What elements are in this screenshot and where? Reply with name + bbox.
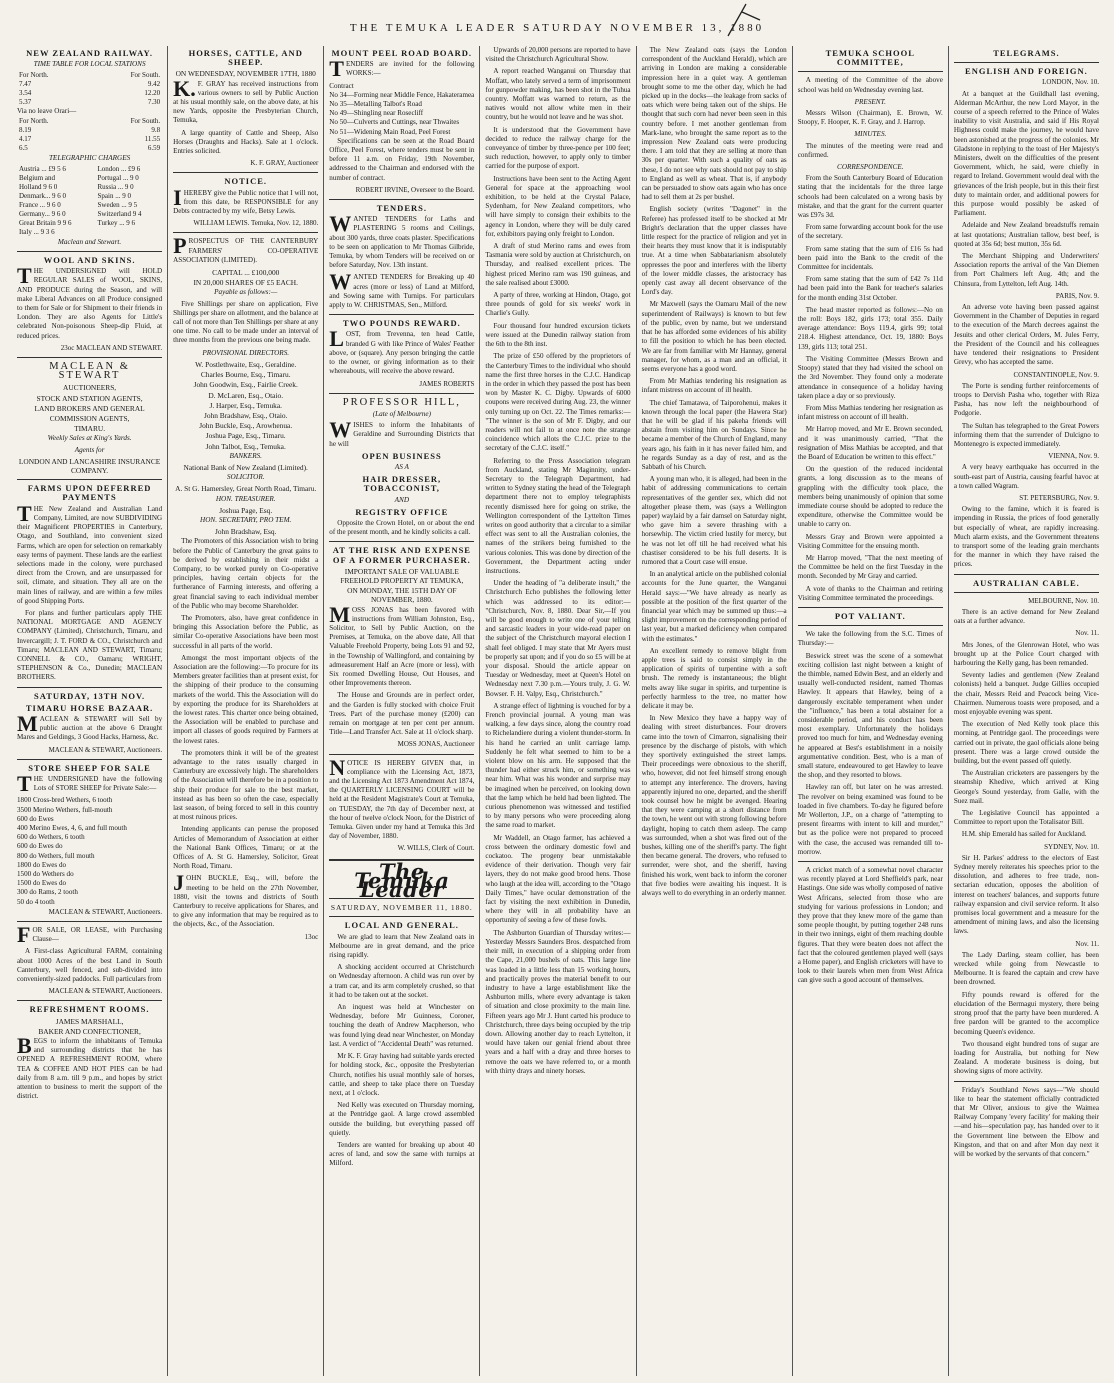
- railway-subtitle: TIME TABLE FOR LOCAL STATIONS: [33, 60, 146, 69]
- school-paragraph: From Miss Mathias tendering her resignation as infant mistress on account of ill health.: [797, 403, 943, 422]
- telegraph-cell: Denmark... 9 6 0: [19, 191, 67, 200]
- telegram-paragraph: Two thousand eight hundred tons of sugar are loading for Australia, but nothing for New Zealand. A moderate business is doing, but showing signs of more activity.: [953, 1039, 1099, 1076]
- bankers: National Bank of New Zealand (Limited).: [183, 462, 308, 472]
- notice-body: IHEREBY give the Public notice that I will not, from this date, be RESPONSIBLE for any Debts contracted by my wife, Betsy Lewis.: [173, 184, 319, 216]
- dateline: Nov. 11.: [1075, 629, 1099, 638]
- railway-table-2: [17, 117, 162, 153]
- road-body: TENDERS are invited for the following WORKS:—: [329, 56, 475, 82]
- director-item: W. Postlethwaite, Esq., Geraldine.: [195, 359, 297, 369]
- local-paragraph: Ned Kelly was executed on Thursday morning, at the Pentridge gaol. A large crowd assembled outside the building, but everything passed off quietly.: [329, 1101, 475, 1137]
- news-paragraph: A report reached Wanganui on Thursday that Moffatt, who lately served a term of imprisonment for gunpowder making, has been shot in the Tuhua country. Moffatt was warned to return, as the natives would not allow white men in their country, but he would not leave and he was shot.: [485, 67, 631, 122]
- telegraph-cell: Sweden ... 9 5: [97, 200, 138, 209]
- australian-cable-title: AUSTRALIAN CABLE.: [973, 577, 1080, 588]
- reward-body: LOST, from Trevenna, ten head Cattle, branded G with like Prince of Wales' Feather above, or (square). Any person bringing the cattle to the owner, or giving information as to their whereabouts, will receive the above reward.: [329, 326, 475, 376]
- railway-cell: 6.5: [19, 143, 28, 152]
- ms-line: Agents for: [74, 445, 105, 454]
- divider: [17, 479, 162, 480]
- risk-subtitle: IMPORTANT SALE OF VALUABLE FREEHOLD PROPERTY AT TEMUKA,: [340, 566, 464, 585]
- reward-title: TWO POUNDS REWARD.: [342, 318, 461, 329]
- news-paragraph: An excellent remedy to remove blight from apple trees is said to consist simply in the application of spirits of turpentine with a soft brush. The remedy is instantaneous; the blight melts away like sugar in spirits, and turpentine is perfectly harmless to the tree, no matter how delicate it may be.: [641, 646, 787, 711]
- railway-title: NEW ZEALAND RAILWAY.: [26, 48, 153, 58]
- minutes-text: The minutes of the meeting were read and confirmed.: [797, 141, 943, 159]
- school-paragraph: A meeting of the Committee of the above school was held on Wednesday evening last.: [797, 76, 943, 94]
- telegram-paragraph: An adverse vote having been passed against Government in the Chamber of Deputies in regard to the execution of the March decrees against the Jesuits and other clerical Orders, M. Jules Ferry, the President of the Council and his colleagues have tendered their resignations to President Grevy, who has accepted the same.: [953, 303, 1099, 367]
- horses-body-2: A large quantity of Cattle and Sheep, Also Horses (Draughts and Hacks). Sale at 1 o'clock. Entries solicited.: [173, 128, 319, 156]
- school-paragraph: From same forwarding account book for the use of the secretary.: [797, 223, 943, 241]
- pen-mark-icon: [724, 2, 764, 42]
- railway-cell: 9.42: [147, 80, 161, 89]
- ms-line: AUCTIONEERS,: [62, 383, 117, 393]
- news-paragraph: Mr Maxwell (says the Oamaru Mail of the new superintendent of Railways) is known to but few of the public, even by name, but we understand that he has afforded some evidences of his ability to fill the position to which he has been elected. We are far from familiar with Mr Hannay, general manager, for whom, as a man and an official, it seems everyone has a good word.: [641, 300, 787, 373]
- professor-line: AS A: [394, 462, 409, 471]
- telegrams-title: TELEGRAMS.: [993, 48, 1060, 58]
- telegraph-cell: Spain ... 9 0: [97, 191, 131, 200]
- road-item: No 35—Metalling Talbot's Road: [329, 100, 422, 109]
- tenders-body: WANTED TENDERS for Laths and PLASTERING 5 rooms and Ceilings, about 300 yards, three coats plaster. Specifications to be seen on application to Mr Thomas Gilbride, Temuka, by whom Tenders will be received on or before Saturday, Nov. 13th instant.: [329, 211, 475, 270]
- treasurer-title: HON. TREASURER.: [215, 494, 276, 503]
- school-paragraph: On the question of the reduced incidental grants, a long discussion as to the means of grappling with the difficulty took place, the members being unanimously of opinion that some immediate course should be adopted to reduce the expenditure, otherwise the Committee would be unable to carry on.: [797, 465, 943, 529]
- local-paragraph: An inquest was held at Winchester on Wednesday, before Mr Guinness, Coroner, touching the death of Andrew Macpherson, who was found lying dead near Winchester, on Monday last. A verdict of "Accidental Death" was returned.: [329, 1003, 475, 1048]
- prospectus-shares: IN 20,000 SHARES OF £5 EACH.: [193, 278, 298, 288]
- railway-cell: 4.17: [19, 134, 32, 143]
- school-paragraph: From same stating that the sum of £42 7s 11d had been paid into the Bank for teacher's salaries for the month ending 31st October.: [797, 275, 943, 302]
- bazaar-title: SATURDAY, 13TH NOV.: [34, 690, 146, 701]
- local-paragraph: We are glad to learn that New Zealand oats in Melbourne are in great demand, and the price rising rapidly.: [329, 932, 475, 960]
- railway-cell: 5.37: [19, 98, 32, 107]
- divider: [17, 921, 162, 922]
- divider: [329, 754, 474, 755]
- sheep-row: 600 do Ewes do: [17, 842, 63, 851]
- telegram-paragraph: Seventy ladies and gentlemen (New Zealand colonists) held a banquet. Judge Gillies occupied the chair, Messrs Reid and Peacock being Vice-Chairmen. Numerous toasts were proposed, and a most enjoyable evening was spent.: [953, 671, 1099, 716]
- news-paragraph: Mr Waddell, an Otago farmer, has achieved a cross between the ordinary domestic fowl and cockatoo. The progeny bear unmistakable evidence of their derivation. Though very fair layers, they do not make good brood hens. Those who laugh at the idea will, according to the "Otago Daily Times," have ocular demonstration of the fact by visiting the next exhibition in Dunedin, where they will in all probability have an opportunity of seeing a few of these fowls.: [485, 833, 631, 925]
- refresh-trade: BAKER AND CONFECTIONER,: [38, 1026, 141, 1036]
- divider: [954, 592, 1099, 593]
- telegram-paragraph: The Porte is sending further reinforcements of troops to Dervish Pasha who, together with Riza Pasha, has now left the neighbourhood of Podgorie.: [953, 381, 1099, 418]
- dateline: ST. PETERSBURG, Nov. 9.: [1019, 493, 1099, 502]
- refresh-body: BEGS to inform the inhabitants of Temuka and surrounding districts that he has OPENED A REFRESHMENT ROOM, where TEA & COFFEE AND HOT PIES can be had daily from 8 a.m. till 9 p.m., and hopes by strict attention to business to merit the support of the district.: [17, 1033, 163, 1101]
- ms-title: MACLEAN & STEWART: [49, 361, 130, 382]
- news-paragraph: A draft of stud Merino rams and ewes from Tasmania were sold by auction at Christchurch, on Thursday, and realised excellent prices. The highest priced Merino ram was 190 guineas, and the sale realised about £3000.: [485, 242, 631, 287]
- risk-signature: MOSS JONAS, Auctioneer: [397, 740, 475, 749]
- dateline: LONDON, Nov. 10.: [1042, 78, 1099, 87]
- road-item: No 49—Shingling near Rosecliff: [329, 109, 424, 118]
- telegraph-cell: Holland 9 6 0: [19, 182, 58, 191]
- director-item: D. McLaren, Esq., Otaio.: [208, 390, 284, 400]
- sheep-row: 1500 do Wethers do: [17, 870, 74, 878]
- masthead: [0, 0, 1114, 44]
- school-title: TEMUKA SCHOOL COMMITTEE,: [825, 48, 915, 68]
- telegram-paragraph: Fifty pounds reward is offered for the elucidation of the Bermagui mystery, there being strong proof that the party have been murdered. A free pardon will be granted to the accomplice becoming Queen's evidence.: [953, 990, 1099, 1036]
- director-item: John Goodwin, Esq., Fairlie Creek.: [193, 380, 298, 390]
- divider: [17, 357, 162, 358]
- dateline: PARIS, Nov. 9.: [1055, 291, 1099, 300]
- telegraph-cell: Germany... 9 6 0: [19, 209, 66, 218]
- horses-body: K.F. GRAY has received instructions from various owners to sell by Public Auction at his usual monthly sale, on the above date, at his new Yards, opposite the Presbyterian Church, Temuka,: [173, 75, 319, 125]
- telegram-paragraph: The Legislative Council has appointed a Committee to report upon the Totalisator Bill.: [953, 809, 1099, 827]
- railway-cell: 8.19: [19, 125, 32, 134]
- ms-line: Weekly Sales at King's Yards.: [47, 434, 132, 443]
- column-2: [168, 46, 324, 1376]
- horses-title: HORSES, CATTLE, AND SHEEP.: [188, 48, 303, 68]
- railway-head: For North.: [19, 71, 49, 80]
- horses-date: ON WEDNESDAY, NOVEMBER 17TH, 1880: [175, 69, 316, 79]
- horses-signature: K. F. GRAY, Auctioneer: [250, 159, 319, 168]
- divider: [173, 172, 318, 173]
- column-6: [793, 46, 949, 1376]
- sheep-row: 300 do Rams, 2 tooth: [17, 888, 78, 897]
- divider: [329, 393, 474, 394]
- sheep-row: 600 do Wethers, 6 tooth: [17, 833, 85, 842]
- professor-line: HAIR DRESSER, TOBACCONIST,: [362, 474, 442, 494]
- treasurer: Joshua Page, Esq.: [219, 505, 273, 515]
- news-paragraph: The prize of £50 offered by the proprietors of the Canterbury Times to the individual who should name the first three horses in the C.J.C. Handicap in the order in which they passed the post has been won by Master K. C. Digby. Upwards of 6000 coupons were received during Aug. 23, the winner only turning up on Oct. 22. The Times remarks:— "The winner is the son of Mr F. Digby, and our readers will not fail to at once note the strange coincidence which allots the C.J.C. prize to the secretary of the C.J.C. itself.": [485, 352, 631, 453]
- school-paragraph: The Visiting Committee (Messrs Brown and Stoopy) stated that they had visited the school on the 3rd November. They found only a moderate attendance in consequence of a holiday having taken place a day or so previously.: [797, 354, 943, 400]
- news-paragraph: A party of three, working at Hindon, Otago, got three pounds of gold for six weeks' work in Charlie's Gully.: [485, 291, 631, 318]
- prospectus-paragraph: Five Shillings per share on application, Five Shillings per share on allotment, and the balance at call of not more than Ten Shillings per share at any one time. No call to be made under an interval of three months from the previous one being made.: [173, 299, 319, 345]
- divider: [329, 314, 474, 315]
- wool-title: WOOL AND SKINS.: [43, 255, 136, 266]
- professor-line: REGISTRY OFFICE: [355, 506, 449, 517]
- divider: [173, 232, 318, 233]
- telegram-paragraph: The Australian cricketers are passengers by the steamship Khedive, which arrived at King George's Sound yesterday, from Galle, with the Suez mail.: [953, 769, 1099, 805]
- farms-body: THE New Zealand and Australian Land Company, Limited, are now SUBDIVIDING their Magnificent PROPERTIES in Canterbury, Otago, and Southland, into convenient sized Farms, which are open for selection on remarkably easy terms of payment. These lands are the earliest selections made in the colony, were purchased direct from the Crown, and are unsurpassed for soil, climate, and situation. They all are on the main lines of railway, and are within a few miles of good Shipping Ports.: [17, 500, 163, 605]
- telegraph-table: [17, 165, 162, 237]
- railway-cell: 11.55: [144, 134, 161, 143]
- news-paragraph: Under the heading of "a deliberate insult," the Christchurch Echo publishes the following letter which was addressed to its editor:— "Christchurch, Nov. 8, 1880. Dear Sir,—If you will be good enough to write one of your telling and sarcastic leaders in your wide-read paper on the subject of the Christchurch mayoral election I shall feel obliged. I may state that Mr Ayers must be properly sat upon; and if you do so £5 will be at your disposal. Should the article appear on Tuesday or Wednesday, meet at Queen's Hotel on Wednesday next 7.30 p.m.—Yours truly, J. G. W. Bowser. F. H. Valpy, Esq., Christchurch.": [485, 579, 631, 698]
- director-item: John Talbot, Esq., Temuka.: [205, 441, 286, 451]
- telegram-paragraph: Friday's Southland News says—"We should like to hear the statement officially contradicted that Mr Oliver, anxious to give the Waimea Railway Company 'every facility' for making their—and his—speculation pay, has handed over to it the Government line between the Elbow and Kingston, and that on and after Mon day next it will be worked by the servants of that concern.": [953, 1085, 1099, 1158]
- telegraph-cell: Turkey ... 9 6: [97, 218, 135, 227]
- notice-title: NOTICE.: [224, 176, 268, 187]
- school-paragraph: Mr Harrop moved, and Mr E. Brown seconded, and it was unanimously carried, "That the resignation of Miss Mathias be accepted, and that the Board of Education be written to this effect.": [797, 425, 943, 461]
- local-paragraph: A shocking accident occurred at Christchurch on Wednesday afternoon. A child was run over by a tram car, and its arm completely crushed, so that it had to be taken out at the socket.: [329, 963, 475, 999]
- news-paragraph: Upwards of 20,000 persons are reported to have visited the Christchurch Agricultural Show.: [485, 46, 631, 64]
- issue-date: SATURDAY, NOVEMBER 11, 1880.: [330, 903, 473, 913]
- column-4: [480, 46, 636, 1376]
- dateline: CONSTANTINOPLE, Nov. 9.: [1013, 370, 1099, 379]
- news-paragraph: A young man who, it is alleged, had been in the habit of addressing communications to certain representatives of the gentler sex, which did not altogether please them, was (says a Wellington paper) waylaid by a fair damsel on Saturday night, who gave him a severe thrashing with a horsewhip. The victim cried lustily for mercy, but he was not let off till he had received what his chastiser considered to be his full deserts. It is rumored that a Court case will ensue.: [641, 475, 787, 566]
- prospectus-paragraph: The promoters think it will be of the greatest advantage to the rates usually charged in Canterbury are excessively high. The shareholders of the Association will therefore be in a position to ship their produce for sale to the best market, instead as has been so often the case, especially last season, of being forced to sell in this country at most ruinous prices.: [173, 748, 319, 822]
- page-columns: [12, 46, 1104, 1376]
- buckle-body: JOHN BUCKLE, Esq., will, before the meeting to be held on the 27th November, 1880, visit the towns and districts of South Canterbury to receive applications for Shares, and to give any information that may be required as to the objects, &c., of the Association.: [173, 870, 319, 929]
- divider: [798, 607, 943, 608]
- railway-head: For South.: [130, 116, 161, 125]
- news-paragraph: In New Mexico they have a happy way of dealing with street disturbances. Four drovers came into the town of Cimarron, signalising their presence by the discharge of pistols, with which they sportively extinguished the street lamps. Their proceedings were obnoxious to the sheriff, who, however, did not feel himself strong enough to attempt any interference. The drovers, having apparently injured no one, departed, and the sheriff took counsel how he might be avenged. Hearing that they were camping at a short distance from the town, he went out with strong following before daylight, hoping to catch them asleep. The camp was surrounded, when a shot was fired out of the bushes, killing one of the sheriff's party. The fight then became general. The drovers, who refused to surrender, were shot, and the sheriff, having finished his work, went back to inform the coroner that five bodies were awaiting his inquest. It is always well to do everything in an orderly manner.: [641, 714, 787, 898]
- cricket-paragraph: A cricket match of a somewhat novel character was recently played at Lord Sheffield's park, near Hastings. One side was wholly composed of native West Africans, selected from those who are studying for various professions in London; and they prove that they knew more of the game than some people thought, by putting together 248 runs in their two innings, eight of them reaching double figures. That they were beaten does not affect the fact that the coloured gentlemen played well (says a Home paper), and English cricketers will have to look to their laurels when men from West Africa can give such a good account of themselves.: [797, 866, 943, 985]
- railway-cell: 9.8: [151, 125, 161, 134]
- telegraph-cell: Austria ... £9 5 6: [19, 164, 66, 173]
- railway-head: For South.: [130, 71, 161, 80]
- dateline: SYDNEY, Nov. 10.: [1044, 842, 1099, 851]
- dateline: VIENNA, Nov. 9.: [1048, 452, 1099, 461]
- telegraph-cell: Belgium and: [19, 173, 55, 182]
- divider: [17, 1000, 162, 1001]
- sheep-row: 1800 Cross-bred Wethers, 6 tooth: [17, 796, 113, 805]
- sheep-row: 600 do Ewes: [17, 814, 54, 823]
- news-paragraph: It is understood that the Government have decided to reduce the railway charge for the conveyance of timber by three-pence per 100 feet; such reduction, however, to apply only to timber carried for the purpose of export.: [485, 125, 631, 171]
- director-item: Charles Bourne, Esq., Timaru.: [200, 370, 291, 380]
- column-3: [324, 46, 480, 1376]
- news-paragraph: In an analytical article on the published colonial accounts for the June quarter, the Wanganui Herald says:—"We have already as nearly as possible at the position of the first quarter of the financial year which may be summed up thus:—a slight improvement on the corresponding period of last year, but a marked deficiency when compared with the estimates.": [641, 570, 787, 643]
- director-item: John Bradshaw, Esq., Otaio.: [203, 410, 288, 420]
- lease-body: A First-class Agricultural FARM, containing about 1000 Acres of the best Land in South Canterbury, well fenced, and sub-divided into conveniently-sized paddocks. Full particulars from: [17, 947, 163, 984]
- news-paragraph: English society (writes "Dagonet" in the Referee) has professed itself to be shocked at Mr Bright's declaration that the upper classes have little respect for the practice of religion and yet in their hearts they must know that it is indisputably true. At a time when Sabbatarianism absolutely oppresses the poor and interferes with the liberty of the lower middle classes, the aristocracy has openly cast away all decent observance of the Lord's day.: [641, 205, 787, 297]
- news-paragraph: The Ashburton Guardian of Thursday writes:— Yesterday Messrs Saunders Bros. despatched from their mill, in execution of a shipping order from the Cape, 21,000 bushels of oats. This large line was loaded in a little less than 15 working hours, and practically proves the material benefit to our industry to have a large establishment like the Ashburton mills, where every advantage is taken of situation and close proximity to the main line. Fifteen years ago Mr J. Hunt carted his produce to Christchurch, three days being occupied by the trip down. Allowing another day to reach Lyttelton, it would have taken our genial friend about three years and a half with a dray and three horses to remove the oats we have referred to, or a month with thirty drays and ninety horses.: [485, 928, 631, 1075]
- divider: [798, 861, 943, 862]
- pot-valiant-title: POT VALIANT.: [834, 610, 906, 621]
- divider: [954, 62, 1099, 63]
- tenders-title: TENDERS.: [376, 203, 427, 214]
- dateline: Nov. 11.: [1075, 939, 1099, 948]
- railway-cell: 6.59: [147, 143, 161, 152]
- ms-line: COMMISSION AGENTS,: [49, 414, 130, 424]
- railway-note: Via no leave Orari—: [17, 107, 77, 116]
- telegram-paragraph: The Merchant Shipping and Underwriters' Association reports the arrival of the Van Diemen from Port Chalmers left Aug. 4th; and the Chinsura, from Lyttelton, left Aug. 14th.: [953, 252, 1099, 288]
- bazaar-subtitle: TIMARU HORSE BAZAAR.: [25, 702, 154, 713]
- prospectus-paragraph: Intending applicants can peruse the proposed Articles of Memorandum of Association at either the National Bank Offices, Timaru; or at the Offices of A. St G. Hamersley, Solicitor, Great North Road, Timaru.: [173, 825, 319, 871]
- column-5: [637, 46, 793, 1376]
- sheep-row: 800 do Wethers, full mouth: [17, 851, 95, 860]
- news-paragraph: The chief Tamatawa, of Taiporohenui, makes it known through the local paper (the Hawera Star) that he will be glad if his pakeha friends will abstain from visiting him on Sundays. Since he became a member of the Church of England, many years ago, his faith in it has never failed him, and he regards Sunday as a day of rest, and as the Sabbath of his Church.: [641, 398, 787, 471]
- railway-cell: 3.54: [19, 89, 32, 98]
- prospectus-payable: Payable as follows:—: [214, 288, 278, 297]
- divider: [329, 199, 474, 200]
- professor-line: OPEN BUSINESS: [361, 450, 442, 461]
- sheep-row: 1800 do Ewes do: [17, 860, 67, 869]
- sheep-body: THE UNDERSIGNED have the following Lots of STORE SHEEP for Private Sale:—: [17, 770, 163, 796]
- buckle-signature: 13oc: [304, 932, 319, 941]
- correspondence-title: CORRESPONDENCE.: [837, 163, 904, 172]
- telegram-paragraph: H.M. ship Emerald has sailed for Auckland.: [961, 830, 1087, 839]
- english-foreign-title: ENGLISH AND FOREIGN.: [965, 66, 1088, 77]
- director-item: Joshua Page, Esq., Timaru.: [205, 431, 286, 441]
- telegram-paragraph: At a banquet at the Guildhall last evening, Alderman McArthur, the new Lord Mayor, in the course of a speech referred to the Prince of Wales inability to visit Australia, and said if His Royal Highness could make the journey, he would have been astonished at the progress of the colonies. Mr Gladstone in replying to the toast of Her Majesty's Ministers, dwelt on the difficulties of the present Government, which, he said, were chiefly in regard to Ireland. Government would deal with the grievances of the Irish people, but in this their first duty to maintain order, and additional powers for this purpose would possibly be asked of Parliament.: [953, 89, 1099, 218]
- sheep-signature: MACLEAN & STEWART, Auctioneers.: [48, 907, 163, 916]
- school-paragraph: From same stating that the sum of £16 5s had been paid into the Bank to the credit of the Committee for incidentals.: [797, 244, 943, 272]
- risk-body: MOSS JONAS has been favored with instructions from William Johnston, Esq., Solicitor, to Sell by Public Auction, on the Premises, at Temuka, on the above date, All that Valuable Freehold Property, being Lots 91 and 92, in the Township of Wallingford, and containing by admeasurement Half an Acre (more or less), with Six roomed Dwelling House, Out Houses, and other Improvements thereon.: [329, 601, 475, 688]
- prospectus-title: PROSPECTUS OF THE CANTERBURY FARMERS' CO-OPERATIVE ASSOCIATION (LIMITED).: [173, 233, 319, 264]
- railway-cell: 7.30: [147, 98, 161, 107]
- divider: [17, 251, 162, 252]
- news-paragraph: Referring to the Press Association telegram from Auckland, stating Mr Maginnity, under-Secretary to the Telegraph Department, had written to Sydney stating the head of the Telegraph department there not to employ telegraphists recently dismissed here for going on strike, the Wellington correspondent of the Lyttelton Times writes on good authority that a circular to a similar effect was sent to all the Australian colonies, the names of the strikers being furnished to the various colonies. This was done by direction of the Government, the Department acting under instructions.: [485, 456, 631, 575]
- newspaper-nameplate: The Temuka Leader: [354, 858, 450, 903]
- professor-title: PROFESSOR HILL,: [342, 396, 461, 408]
- road-item: No 51—Widening Main Road, Peel Forest: [329, 127, 451, 136]
- refresh-name: JAMES MARSHALL,: [55, 1016, 124, 1026]
- telegraph-cell: Portugal ... 9 0: [97, 173, 139, 182]
- news-paragraph: From Mr Mathias tendering his resignation as infant mistress on account of ill health.: [641, 377, 787, 395]
- school-paragraph: From the South Canterbury Board of Education stating that the incidentals for the three large schools had been calculated on a wrong basis by mistake, and that the grant for the current quarter was £97s 3d.: [797, 174, 943, 220]
- school-paragraph: A vote of thanks to the Chairman and retiring Visiting Committee terminated the proceedings.: [797, 584, 943, 602]
- telegram-paragraph: The execution of Ned Kelly took place this morning, at Pentridge gaol. The proceedings were carried out in private, the gaol officials alone being present. There was a large crowd outside the building, but the event passed off quietly.: [953, 720, 1099, 766]
- prospectus-paragraph: The Promoters, also, have great confidence in bringing this Association before the Public, as similar Co-operative Associations have been most successful in all parts of the world.: [173, 613, 319, 650]
- school-paragraph: Mr Harrop moved, "That the next meeting of the Committee be held on the first Tuesday in the month. Seconded by Mr Gray and carried.: [797, 553, 943, 581]
- telegraph-cell: London ... £9 6: [97, 164, 141, 173]
- professor-body: WISHES to inform the Inhabitants of Geraldine and Surrounding Districts that he will: [329, 417, 475, 448]
- divider: [17, 687, 162, 688]
- railway-table-1: [17, 71, 162, 107]
- solicitor-title: SOLICITOR.: [226, 473, 265, 482]
- telegram-paragraph: The Lady Darling, steam collier, has been wrecked while going from Newcastle to Melbourne. It is feared the captain and crew have been drowned.: [953, 950, 1099, 987]
- railway-cell: 7.47: [19, 80, 32, 89]
- risk-date: ON MONDAY, THE 15TH DAY OF NOVEMBER, 1880.: [347, 586, 457, 605]
- risk-body-2: The House and Grounds are in perfect order, and the Garden is fully stocked with choice Fruit Trees. Part of the purchase money (£200) can remain on mortgage at ten per cent per annum. Title—Land Transfer Act. Sale at 11 o'clock sharp.: [329, 691, 475, 737]
- minutes-title: MINUTES.: [854, 130, 887, 139]
- local-title: LOCAL AND GENERAL.: [344, 920, 459, 931]
- railway-cell: 12.20: [144, 89, 161, 98]
- school-paragraph: Messrs Gray and Brown were appointed a Visiting Committee for the ensuing month.: [797, 532, 943, 550]
- divider: [954, 1081, 1099, 1082]
- ms-line: STOCK AND STATION AGENTS,: [36, 393, 143, 403]
- local-paragraph: Tenders are wanted for breaking up about 40 acres of land, and sow the same with turnips at Milford.: [329, 1140, 475, 1168]
- divider: [798, 71, 943, 72]
- local-paragraph: Mr K. F. Gray having had suitable yards erected for holding stock, &c., opposite the Presbyterian Church, notifies his usual monthly sale of horses, cattle, and sheep to take place there on Tuesday next, at 1 o'clock.: [329, 1052, 475, 1097]
- risk-title: AT THE RISK AND EXPENSE OF A FORMER PURCHASER.: [332, 545, 471, 565]
- wool-body: THE UNDERSIGNED will HOLD REGULAR SALES of WOOL, SKINS, AND PRODUCE during the Season, and will make Liberal Advances on all Produce consigned to them for Sale or for Shipment to their friends in London. They are also Agents for Little's celebrated Non-poisonous Sheep-dip Fluid, at reduced prices.: [17, 263, 163, 340]
- sheep-row: 3500 Merino Wethers, full-mouth: [17, 805, 113, 814]
- road-contract: Contract: [329, 81, 354, 90]
- road-signature: ROBERT IRVINE, Overseer to the Board.: [355, 185, 475, 194]
- ms-line: LONDON AND LANCASHIRE INSURANCE COMPANY.: [18, 456, 161, 476]
- director-item: John Buckle, Esq., Arowhenua.: [199, 421, 293, 431]
- divider: [954, 574, 1099, 575]
- road-body-2: Specifications can be seen at the Road Board Office, Peel Forest, where tenders must be sent in before 11 a.m. on Friday, 19th November, addressed to the Chairman and endorsed with the number of contract.: [329, 136, 475, 182]
- column-1: [12, 46, 168, 1376]
- divider: [329, 916, 474, 917]
- telegram-paragraph: Mrs Jones, of the Glenrowan Hotel, who was brought up at the Police Court charged with harbouring the Kelly gang, has been remanded.: [953, 640, 1099, 667]
- telegraph-cell: [96, 228, 163, 237]
- road-item: No 34—Forming near Middle Fence, Hakateramea: [329, 90, 475, 99]
- column-7: [949, 46, 1104, 1376]
- telegraph-footer: Maclean and Stewart.: [57, 237, 122, 246]
- telegram-paragraph: There is an active demand for New Zealand oats at a further advance.: [953, 607, 1099, 626]
- telegram-paragraph: A very heavy earthquake has occurred in the south-east part of Austria, causing fearful havoc at a town called Wagram.: [953, 463, 1099, 490]
- prospectus-capital: CAPITAL ... £100,000: [212, 268, 280, 278]
- ms-line: TIMARU.: [74, 424, 106, 434]
- licensing-body: NOTICE IS HEREBY GIVEN that, in compliance with the Licensing Act, 1873, and the Licensing Act 1873 Amendment Act 1874, the QUARTERLY LICENSING COURT will be held at the Resident Magistrate's Court at Temuka, on TUESDAY, the 7th day of December next, at the hour of twelve o'clock Noon, for the District of Temuka. Given under my hand at Temuka this 3rd day of November, 1880.: [329, 754, 475, 841]
- pot-paragraph: Hawley ran off, but later on he was arrested. The revolver on being examined was found to be loaded in five chambers. To-day he figured before Mr Wollerton, J.P., on a charge of "attempting to present firearms with intent to kill and murder," but as the police were not prepared to proceed with the case, the accused was remanded till to-morrow.: [797, 783, 943, 856]
- school-paragraph: The head master reported as follows:—No on the roll: Boys 182, girls 173; total 355. Daily average attendance: Boys 119.4, girls 99; total 218.4. Highest attendance, Oct. 19, 1880: Boys 139, girls 113; total 251.: [797, 305, 943, 351]
- telegram-paragraph: Owing to the famine, which it is feared is impending in Russia, the prices of food generally but especially of wheat, are rapidly increasing. Much alarm exists, and the Government threatens to transport some of the leading grain merchants for the manner in which they have raised the prices.: [953, 505, 1099, 569]
- notice-signature: WILLIAM LEWIS. Temuka, Nov. 12, 1880.: [193, 219, 319, 228]
- pot-paragraph: Beswick street was the scene of a somewhat exciting collision last night between a knight of the thimble, named Edwin Best, and an elderly and usually well-conducted resident, named Thomas Hawley. It appears that Hawley, being of a dangerously excitable temperament when under the "influence," has been a total abstainer for a considerable period, and his conduct has been most exemplary. Unfortunately the holidays proved too much for him, and Wednesday evening he appeared at Best's establishment in a noisily argumentative condition. Best, who is a man of small stature, endeavoured to get Hawley to leave the shop, and they resorted to blows.: [797, 651, 943, 780]
- telegraph-title: TELEGRAPHIC CHARGES: [48, 153, 131, 162]
- divider: [798, 625, 943, 626]
- masthead-line: THE TEMUKA LEADER SATURDAY NOVEMBER 13, 1880: [349, 22, 765, 34]
- farms-body-2: For plans and further particulars apply THE NATIONAL MORTGAGE AND AGENCY COMPANY (Limited), Christchurch, Timaru, and Invercargill; J. T. FORD & CO., Christchurch and Timaru; MACLEAN AND STEWART, Timaru; CONNELL & CO., Oamaru; WRIGHT, STEPHENSON & Co., Dunedin; MACLEAN BROTHERS.: [17, 608, 163, 682]
- telegraph-cell: Russia ... 9 0: [97, 182, 134, 191]
- news-paragraph: Instructions have been sent to the Acting Agent General for space at the approaching wool exhibition, to be held at the Crystal Palace, Sydenham, for New Zealand competitors, who will have simply to consign their exhibits to the agency in London, where they will be duly cared for, exhibitors paying only freight to London.: [485, 174, 631, 238]
- bazaar-signature: MACLEAN & STEWART, Auctioneers.: [48, 745, 163, 754]
- wool-signature: 23oc MACLEAN AND STEWART.: [60, 343, 163, 352]
- prospectus-paragraph: The Promoters of this Association wish to bring before the Public of Canterbury the great gains to be derived by establishing in their midst a Company, to be worked purely on Co-operative principles, having certain objects for the furtherance of Farming interests, and offering a great financial saving to each individual member of the Public who may become Shareholder.: [173, 537, 319, 610]
- professor-subtitle: (Late of Melbourne): [372, 409, 431, 418]
- sheep-title: STORE SHEEP FOR SALE: [28, 762, 151, 773]
- licensing-signature: W. WILLS, Clerk of Court.: [397, 844, 475, 853]
- lease-signature: MACLEAN & STEWART, Auctioneers.: [48, 987, 163, 996]
- director-item: J. Harper, Esq., Temuka.: [209, 400, 282, 410]
- present-title: PRESENT.: [854, 97, 886, 106]
- telegraph-cell: Switzerland 9 4: [97, 209, 142, 218]
- tenders-body-2: WANTED TENDERS for Breaking up 40 acres (more or less) of Land at Milford, and Sowing same with Turnips. For particulars apply to W. CHRISTMAS, Sen., Milford.: [329, 269, 475, 310]
- directors-title: PROVISIONAL DIRECTORS.: [202, 348, 290, 357]
- sheep-row: 50 do 4 tooth: [17, 897, 55, 906]
- secretary: John Bradshaw, Esq.: [214, 527, 277, 537]
- telegram-paragraph: Sir H. Parkes' address to the electors of East Sydney merely reiterates his speeches prior to the dissolution, and adheres to free trade, non-sectarian education, opposes the abolition of interest on teachers' balances, and supports future railway expansion and civil service reform. It also promises local government and a measure for the amendment of mining laws, and also the licensing laws.: [953, 853, 1099, 936]
- telegraph-cell: France ... 9 6 0: [19, 200, 61, 209]
- railway-head: For North.: [19, 116, 49, 125]
- sheep-row: 400 Merino Ewes, 4, 6, and full mouth: [17, 823, 127, 832]
- refresh-title: REFRESHMENT ROOMS.: [29, 1004, 150, 1015]
- reward-signature: JAMES ROBERTS: [419, 379, 475, 388]
- professor-body-2: Opposite the Crown Hotel, on or about the end of the present month, and he kindly solicits a call.: [329, 518, 475, 537]
- news-paragraph: A strange effect of lightning is vouched for by a French provincial journal. A young man was walking, a few days since, along the country road to Richelandiere during a violent thunder-storm. In his hand he carried an unlit carriage lamp. Suddenly he felt what seemed to him to be a violent blow on his arm. He supposed that the thunder had either struck him, or something was near him. What was his wonder and surprise may be imagined when he perceived, on looking down that the lamp which he held had been lighted. The curious phenomenon was witnessed and testified to by many persons who were proceeding along the same road to market.: [485, 701, 631, 830]
- telegram-paragraph: Adelaide and New Zealand breadstuffs remain at last quotations; Australian tallow, best beef, is quoted at 35s 6d; best mutton, 35s 6d.: [953, 221, 1099, 248]
- news-paragraph: The New Zealand oats (says the London correspondent of the Auckland Herald), which are arriving in London are making a considerable impression here in a quiet way. A gentleman brought some to me the other day, which he had picked up in the docks—the leakage from sacks of oats which were being taken out of the ships. He thought that such corn had never been seen in this country before. I met another gentleman from Mark-lane, who brought the same report as to the impression New Zealand oats were producing there. I am told that they are selling at more than 30s per quarter. With such a quality of oats as these, I do not see why oats should not pay to ship to England as well as wheat. That is, if anybody can be persuaded to show oats again who has once had to sell them at 2s per bushel.: [641, 46, 787, 202]
- farms-title: FARMS UPON DEFERRED PAYMENTS: [27, 483, 152, 503]
- road-title: MOUNT PEEL ROAD BOARD.: [331, 48, 473, 58]
- lease-title: FOR SALE, OR LEASE, with Purchasing Clause—: [17, 922, 163, 948]
- divider: [329, 541, 474, 542]
- news-paragraph: Four thousand four hundred excursion tickets were issued at the Dunedin railway station from the 6th to the 8th inst.: [485, 321, 631, 349]
- dateline: MELBOURNE, Nov. 10.: [1028, 596, 1099, 605]
- professor-line: AND: [394, 495, 410, 504]
- bankers-title: BANKERS.: [229, 451, 262, 460]
- ms-line: LAND BROKERS AND GENERAL: [34, 403, 145, 413]
- pot-paragraph: We take the following from the S.C. Times of Thursday:—: [797, 630, 943, 648]
- secretary-title: HON. SECRETARY, PRO TEM.: [200, 515, 292, 524]
- telegraph-cell: Italy ... 9 3 6: [19, 227, 55, 236]
- telegraph-cell: Great Britain 9 9 6: [19, 218, 72, 227]
- road-item: No 50—Culverts and Cuttings, near Thwaites: [329, 118, 460, 127]
- divider: [17, 759, 162, 760]
- sheep-row: 1500 do Ewes do: [17, 879, 67, 888]
- present-list: Messrs Wilson (Chairman), E. Brown, W. Stoopy, F. Hooper, K. F. Gray, and J. Harrop.: [797, 109, 943, 127]
- telegram-paragraph: The Sultan has telegraphed to the Great Powers informing them that the surrender of Dulcigno to Montenegro is expected immediately.: [953, 421, 1099, 448]
- solicitor: A. St G. Hamersley, Great North Road, Timaru.: [175, 484, 317, 494]
- bazaar-body: MACLEAN & STEWART will Sell by public auction at the above 6 Draught Mares and Geldings, 3 Good Hacks, Harness, &c.: [17, 710, 163, 742]
- prospectus-paragraph: Amongst the most important objects of the Association are the following:—To procure for its Members greater facilities than at present exist, for the shipping of their produce to the consuming markets of the world. This the Association will do by exporting the produce for its Shareholders at the lowest rates. This charter once being obtained, the Association will be enabled to purchase and import all classes of goods required by Farmers at the lowest rates.: [173, 653, 319, 745]
